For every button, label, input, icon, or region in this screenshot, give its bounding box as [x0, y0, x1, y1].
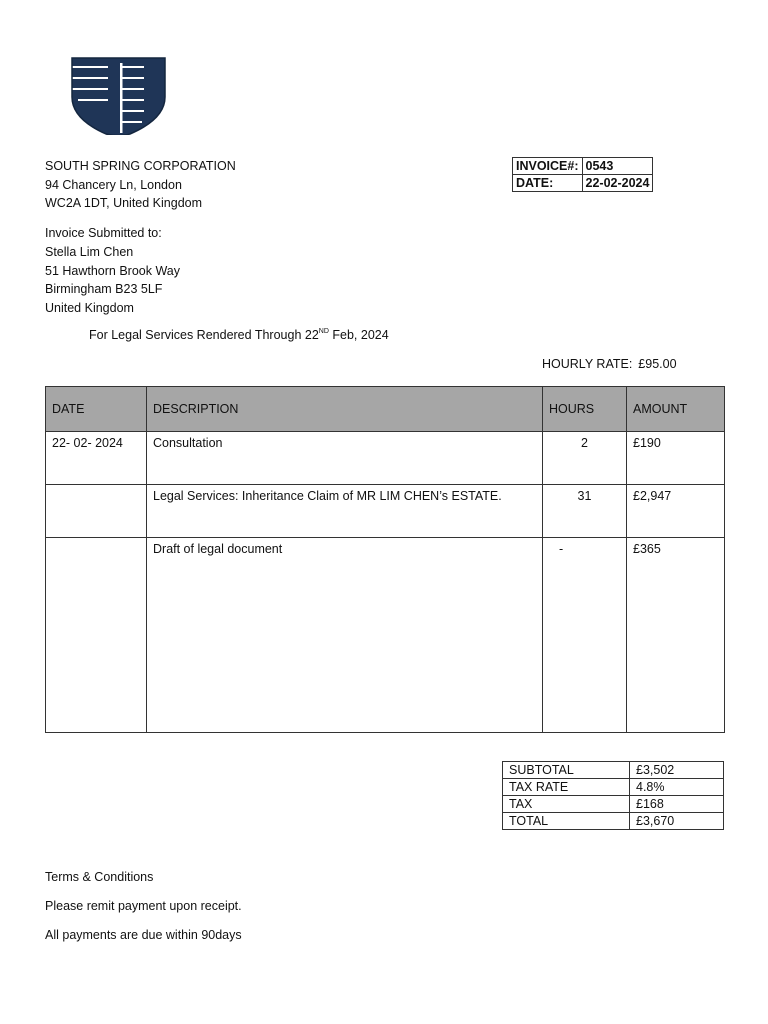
tax-rate-row [503, 779, 724, 796]
total-value: £3,670 [630, 813, 724, 830]
invoice-info-box [512, 157, 653, 192]
table-row [46, 485, 725, 538]
cell-date [46, 485, 147, 538]
tax-value: £168 [630, 796, 724, 813]
services-statement [89, 328, 389, 342]
subtotal-label: SUBTOTAL [503, 762, 630, 779]
cell-description: Consultation [147, 432, 543, 485]
company-address-line1: 94 Chancery Ln, London [45, 177, 182, 192]
hourly-rate-value: £95.00 [638, 357, 677, 371]
services-superscript: ND [318, 328, 329, 335]
subtotal-value: £3,502 [630, 762, 724, 779]
recipient-country: United Kingdom [45, 301, 134, 316]
terms-heading: Terms & Conditions [45, 870, 154, 884]
cell-description: Draft of legal document [147, 538, 543, 733]
tax-rate-label: TAX RATE [503, 779, 630, 796]
cell-date [46, 538, 147, 733]
invoice-date-row [513, 175, 653, 192]
cell-date: 22- 02- 2024 [46, 432, 147, 485]
cell-amount: £190 [627, 432, 725, 485]
totals-table [502, 761, 724, 830]
recipient-block [45, 224, 180, 318]
terms-block [45, 863, 242, 950]
hourly-rate-label: HOURLY RATE: [542, 357, 633, 371]
column-header-amount: AMOUNT [627, 387, 725, 432]
hourly-rate [542, 357, 677, 371]
tax-rate-value: 4.8% [630, 779, 724, 796]
terms-line-1: Please remit payment upon receipt. [45, 899, 242, 913]
invoice-number-value: 0543 [582, 158, 653, 175]
cell-amount: £365 [627, 538, 725, 733]
recipient-city: Birmingham B23 5LF [45, 282, 163, 297]
invoice-number-row [513, 158, 653, 175]
column-header-date: DATE [46, 387, 147, 432]
recipient-name: Stella Lim Chen [45, 244, 134, 259]
line-items-table [45, 386, 725, 733]
total-label: TOTAL [503, 813, 630, 830]
services-suffix: Feb, 2024 [328, 328, 389, 342]
cell-hours: 31 [543, 485, 627, 538]
subtotal-row [503, 762, 724, 779]
tax-row [503, 796, 724, 813]
cell-hours: - [543, 538, 627, 733]
table-row [46, 538, 725, 733]
terms-line-2: All payments are due within 90days [45, 928, 242, 942]
company-address-line2: WC2A 1DT, United Kingdom [45, 196, 203, 210]
column-header-description: DESCRIPTION [147, 387, 543, 432]
table-header-row [46, 387, 725, 432]
services-prefix: For Legal Services Rendered Through 22 [89, 328, 319, 342]
invoice-date-label: DATE: [513, 175, 583, 192]
column-header-hours: HOURS [543, 387, 627, 432]
cell-amount: £2,947 [627, 485, 725, 538]
total-row [503, 813, 724, 830]
company-logo-icon [70, 57, 167, 135]
invoice-number-label: INVOICE#: [513, 158, 583, 175]
recipient-heading: Invoice Submitted to: [45, 226, 162, 240]
recipient-street: 51 Hawthorn Brook Way [45, 263, 181, 278]
invoice-date-value: 22-02-2024 [582, 175, 653, 192]
cell-description: Legal Services: Inheritance Claim of MR LIM CHEN’s ESTATE. [147, 485, 543, 538]
tax-label: TAX [503, 796, 630, 813]
company-address [45, 157, 236, 213]
company-name: SOUTH SPRING CORPORATION [45, 159, 236, 173]
cell-hours: 2 [543, 432, 627, 485]
table-row [46, 432, 725, 485]
